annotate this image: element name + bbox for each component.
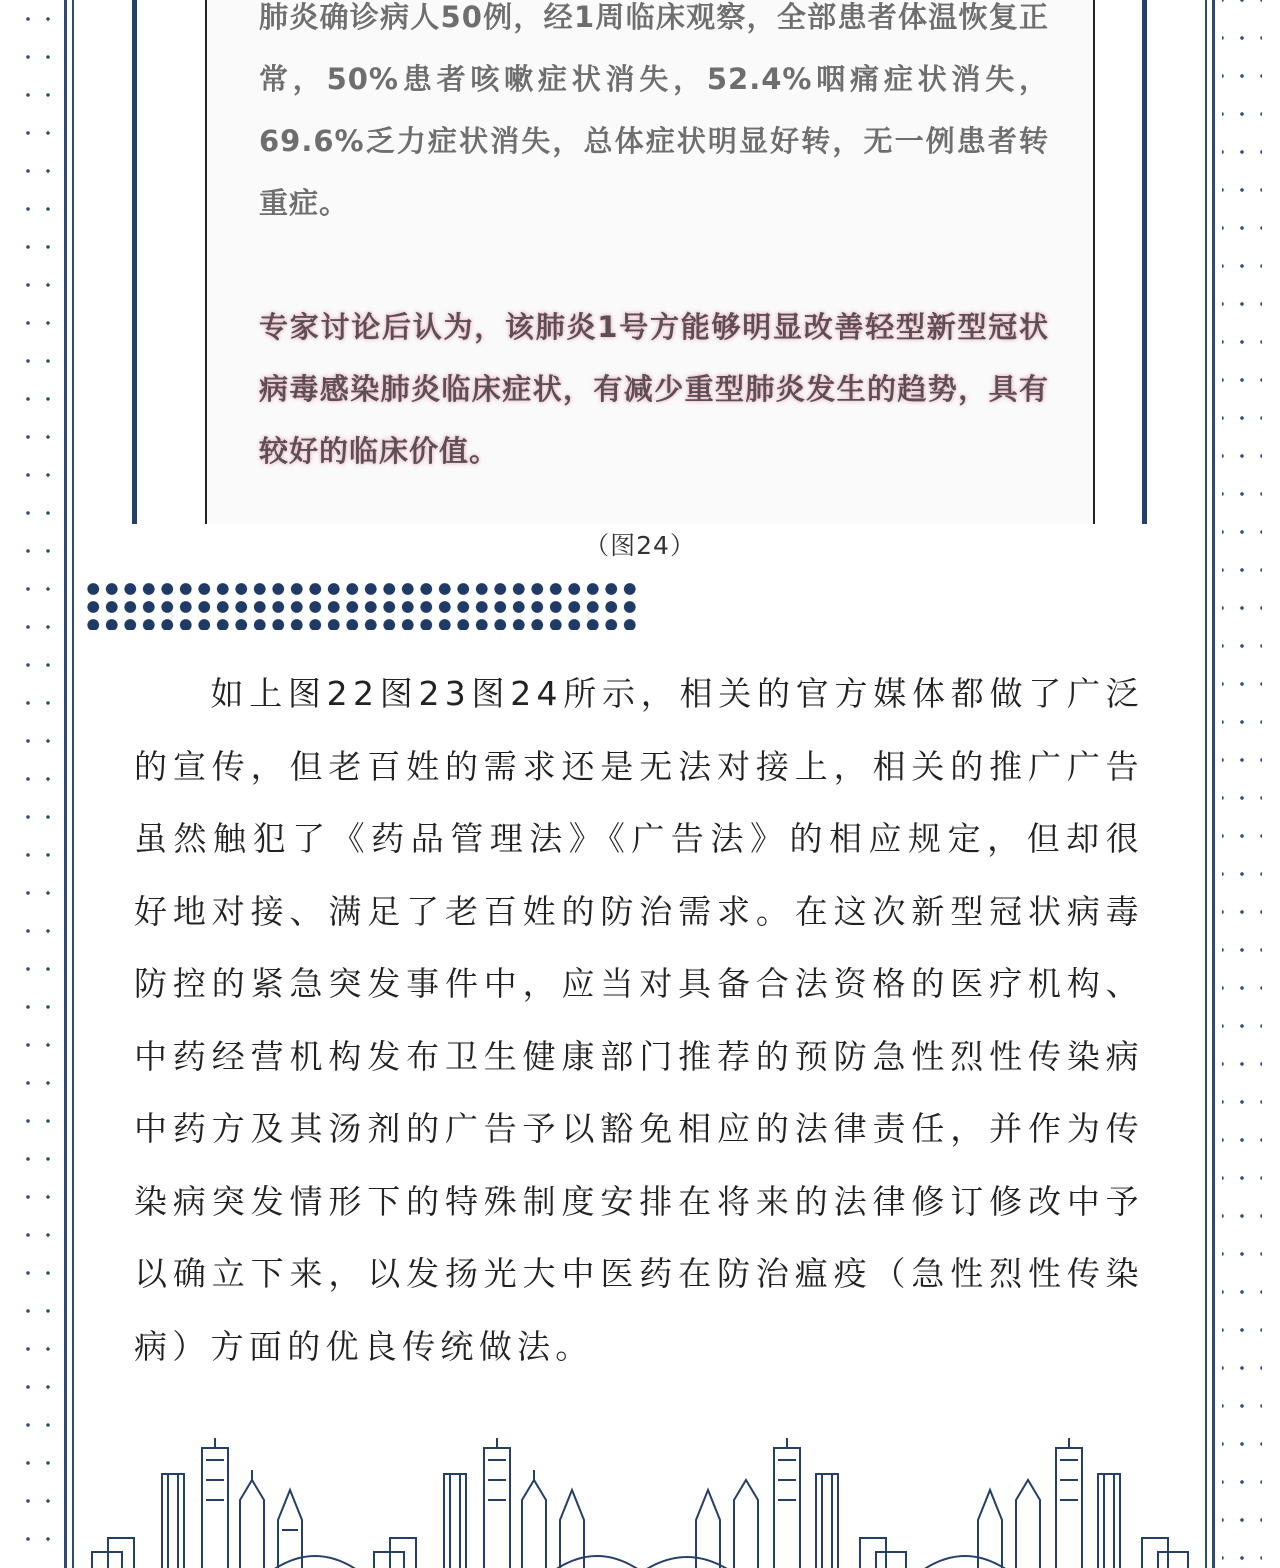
left-frame-line-inner (72, 0, 74, 1568)
screenshot-panel (132, 0, 1147, 524)
panel-paragraph-conclusion (259, 296, 1049, 482)
skyline-group-3 (696, 1438, 906, 1568)
dot-pattern-divider (84, 580, 640, 630)
city-skyline-illustration (90, 1430, 1210, 1568)
panel-paragraph2-text: 专家讨论后认为，该肺炎1号方能够明显改善轻型新型冠状病毒感染肺炎临床症状，有减少重型肺炎发生的趋势，具有较好的临床价值。 (259, 310, 1049, 468)
panel-paragraph1-text: 肺炎确诊病人50例，经1周临床观察，全部患者体温恢复正常，50%患者咳嗽症状消失，52.4%咽痛症状消失，69.6%乏力症状消失，总体症状明显好转，无一例患者转重症。 (259, 0, 1049, 220)
figure-caption: （图24） (584, 531, 696, 560)
screenshot-inner (205, 0, 1095, 524)
right-frame-line-inner (1205, 0, 1207, 1568)
left-frame-line (64, 0, 67, 1568)
right-frame-line (1212, 0, 1215, 1568)
skyline-group-1 (92, 1438, 360, 1568)
right-dotted-border (1222, 0, 1262, 1568)
skyline-group-4 (920, 1438, 1188, 1568)
panel-paragraph-results (259, 0, 1049, 234)
article-paragraph-text: 如上图22图23图24所示，相关的官方媒体都做了广泛的宣传，但老百姓的需求还是无法对接上，相关的推广广告虽然触犯了《药品管理法》《广告法》的相应规定，但却很好地对接、满足了老百姓的防治需求。在这次新型冠状病毒防控的紧急突发事件中，应当对具备合法资格的医疗机构、中药经营机构发布卫生健康部门推荐的预防急性烈性传染病中药方及其汤剂的广告予以豁免相应的法律责任，并作为传染病突发情形下的特殊制度安排在将来的法律修订修改中予以确立下来，以发扬光大中医药在防治瘟疫（急性烈性传染病）方面的优良传统做法。 (134, 674, 1144, 1366)
left-dotted-border (18, 0, 58, 1568)
skyline-group-2 (374, 1438, 732, 1568)
article-paragraph (134, 658, 1144, 1383)
